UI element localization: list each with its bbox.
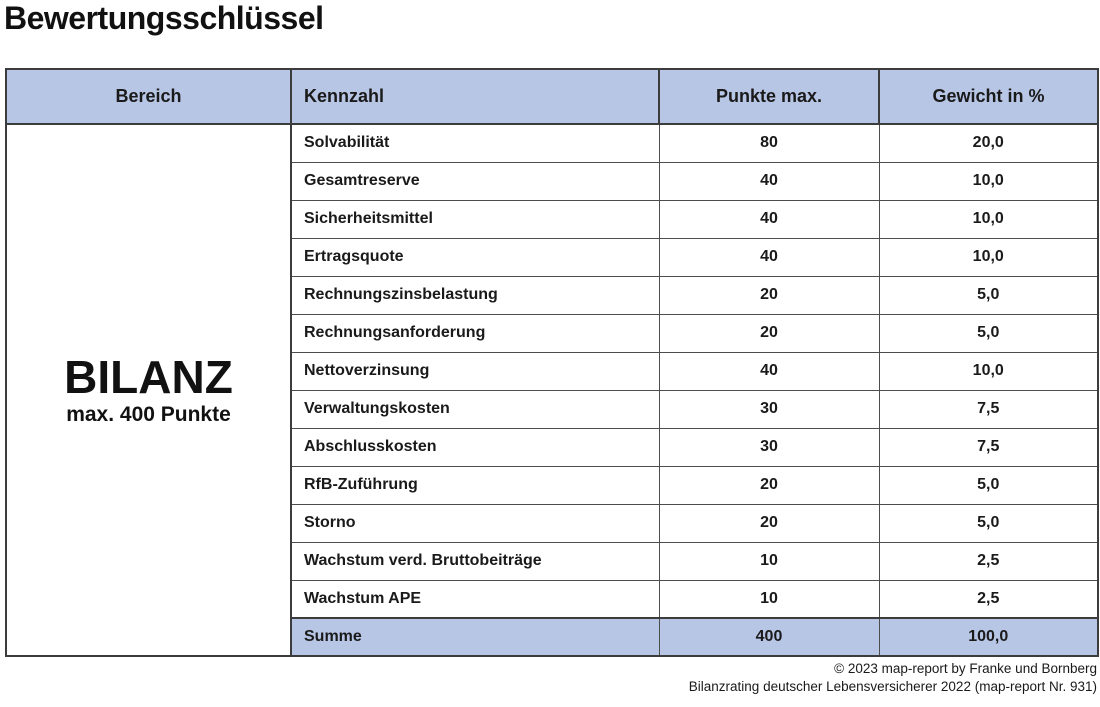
gewicht-cell: 5,0 [879,276,1098,314]
punkte-cell: 10 [659,542,879,580]
column-header-bereich: Bereich [6,69,291,124]
kennzahl-cell: RfB-Zuführung [291,466,659,504]
bereich-cell-bilanz [6,124,291,656]
kennzahl-cell: Sicherheitsmittel [291,200,659,238]
kennzahl-cell: Storno [291,504,659,542]
gewicht-cell: 7,5 [879,390,1098,428]
footer-source-line: Bilanzrating deutscher Lebensversicherer 2022 (map-report Nr. 931) [688,679,1097,695]
gewicht-cell: 2,5 [879,580,1098,618]
punkte-cell: 20 [659,466,879,504]
gewicht-cell: 5,0 [879,504,1098,542]
table-header-row [6,69,1098,124]
gewicht-cell: 10,0 [879,238,1098,276]
kennzahl-cell: Wachstum APE [291,580,659,618]
kennzahl-cell: Abschlusskosten [291,428,659,466]
kennzahl-cell: Nettoverzinsung [291,352,659,390]
gewicht-cell: 2,5 [879,542,1098,580]
punkte-cell: 20 [659,276,879,314]
gewicht-cell: 10,0 [879,162,1098,200]
punkte-cell: 40 [659,238,879,276]
kennzahl-cell: Gesamtreserve [291,162,659,200]
kennzahl-cell: Ertragsquote [291,238,659,276]
gewicht-cell: 7,5 [879,428,1098,466]
punkte-cell: 40 [659,162,879,200]
column-header-kennzahl: Kennzahl [291,69,659,124]
punkte-cell: 20 [659,314,879,352]
punkte-cell: 10 [659,580,879,618]
punkte-cell: 20 [659,504,879,542]
punkte-cell: 40 [659,352,879,390]
summe-label-cell: Summe [291,618,659,656]
kennzahl-cell: Verwaltungskosten [291,390,659,428]
page-title: Bewertungsschlüssel [4,0,324,36]
footer-copyright-line: © 2023 map-report by Franke und Bornberg [834,661,1097,676]
kennzahl-cell: Rechnungsanforderung [291,314,659,352]
bereich-title: BILANZ [64,350,233,403]
summe-punkte-cell: 400 [659,618,879,656]
gewicht-cell: 10,0 [879,352,1098,390]
summe-gewicht-cell: 100,0 [879,618,1098,656]
gewicht-cell: 5,0 [879,466,1098,504]
column-header-gewicht: Gewicht in % [879,69,1098,124]
gewicht-cell: 5,0 [879,314,1098,352]
punkte-cell: 80 [659,124,879,162]
punkte-cell: 40 [659,200,879,238]
footer-credits [689,660,1097,696]
punkte-cell: 30 [659,428,879,466]
gewicht-cell: 20,0 [879,124,1098,162]
bereich-subtitle: max. 400 Punkte [66,403,231,427]
column-header-punkte-max: Punkte max. [659,69,879,124]
gewicht-cell: 10,0 [879,200,1098,238]
table-row [6,124,1098,162]
punkte-cell: 30 [659,390,879,428]
kennzahl-cell: Rechnungszinsbelastung [291,276,659,314]
kennzahl-cell: Solvabilität [291,124,659,162]
kennzahl-cell: Wachstum verd. Bruttobeiträge [291,542,659,580]
bewertungsschluessel-table [5,68,1099,657]
